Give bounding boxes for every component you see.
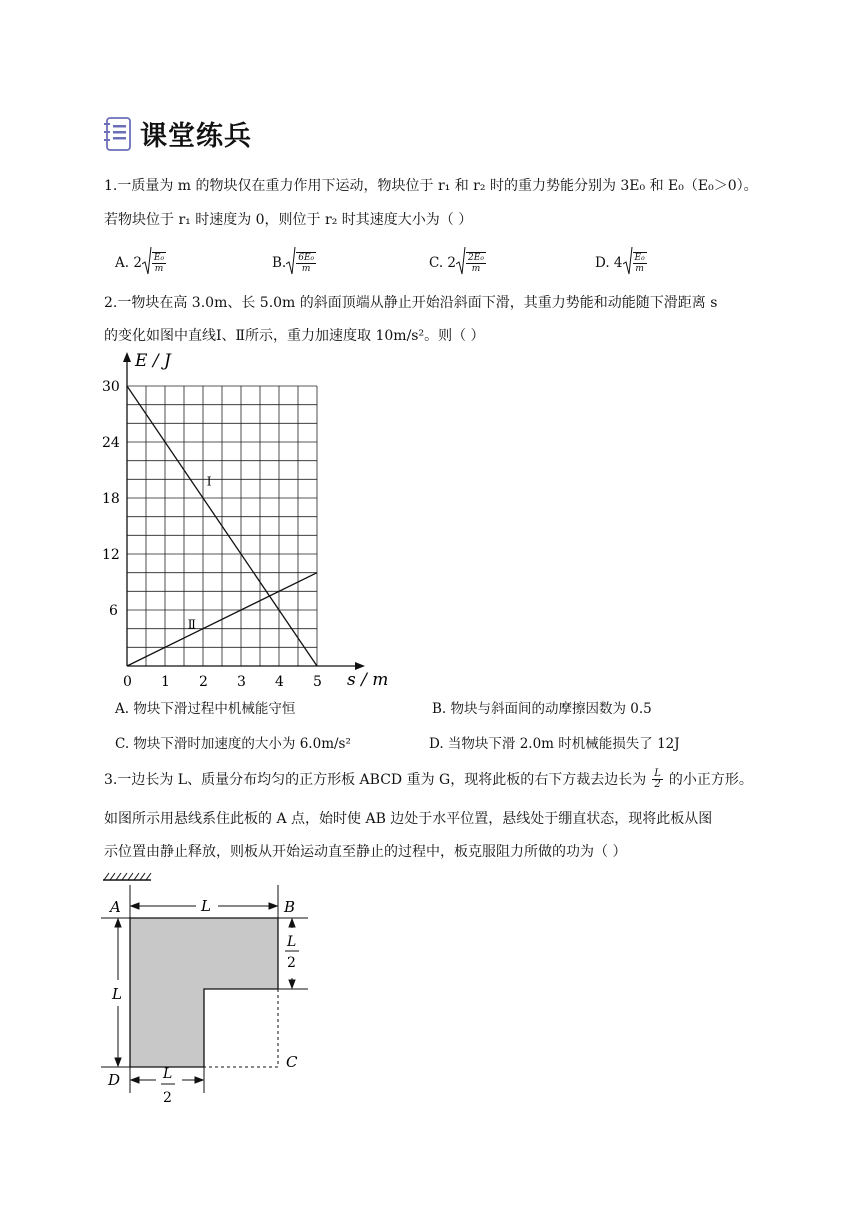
energy-chart bbox=[98, 346, 388, 696]
option-label: B. bbox=[272, 255, 287, 271]
x-tick-label: 2 bbox=[199, 674, 208, 690]
y-axis-arrow-icon bbox=[123, 352, 131, 362]
y-tick-label: 30 bbox=[102, 379, 120, 395]
x-axis-arrow-icon bbox=[355, 662, 365, 670]
right-frac-num: L bbox=[287, 934, 297, 950]
chart-labels bbox=[102, 351, 388, 690]
chart-axes bbox=[123, 352, 365, 670]
option-num: 6E₀ bbox=[298, 253, 315, 263]
point-c-label: C bbox=[286, 1053, 298, 1071]
y-axis-label: E / J bbox=[135, 351, 171, 371]
series-label-1: Ⅰ bbox=[206, 474, 212, 489]
top-length-label: L bbox=[201, 897, 211, 915]
ceiling-hatch-icon bbox=[103, 873, 151, 880]
option-label: A. 2 bbox=[115, 255, 142, 271]
point-b-label: B bbox=[284, 898, 296, 916]
q2-option-c[interactable]: C. 物块下滑时加速度的大小为 6.0m/s² bbox=[115, 736, 351, 752]
q1-line2: 若物块位于 r₁ 时速度为 0，则位于 r₂ 时其速度大小为（ ） bbox=[104, 212, 473, 228]
option-den: m bbox=[301, 264, 311, 274]
left-length-label: L bbox=[112, 985, 122, 1003]
point-d-label: D bbox=[108, 1071, 121, 1089]
option-num: E₀ bbox=[153, 253, 165, 263]
bottom-frac-num: L bbox=[163, 1066, 173, 1082]
q3-line1-tail: 的小正方形。 bbox=[668, 771, 753, 788]
y-tick-label: 18 bbox=[102, 491, 120, 507]
sqrt-icon bbox=[456, 246, 466, 280]
option-den: m bbox=[635, 264, 644, 274]
q1-option-d[interactable] bbox=[595, 246, 647, 280]
q1-option-c[interactable] bbox=[429, 246, 486, 280]
q2-line2: 的变化如图中直线Ⅰ、Ⅱ所示，重力加速度取 10m/s²。则（ ） bbox=[104, 328, 485, 344]
q1-option-a[interactable] bbox=[115, 246, 166, 280]
q2-option-d[interactable]: D. 当物块下滑 2.0m 时机械能损失了 12J bbox=[429, 736, 680, 752]
x-tick-label: 4 bbox=[275, 674, 284, 690]
y-tick-label: 24 bbox=[102, 435, 120, 451]
option-den: m bbox=[471, 264, 481, 274]
q2-line1: 2.一物块在高 3.0m、长 5.0m 的斜面顶端从静止开始沿斜面下滑，其重力势能和动能随下滑距离 s bbox=[104, 295, 718, 311]
x-tick-label: 3 bbox=[237, 674, 246, 690]
q1-line1: 1.一质量为 m 的物块仅在重力作用下运动，物块位于 r₁ 和 r₂ 时的重力势能分别为 3E₀ 和 E₀（E₀＞0）。 bbox=[104, 178, 758, 194]
q3-line1 bbox=[104, 769, 753, 790]
notebook-icon bbox=[103, 116, 133, 152]
option-label: C. 2 bbox=[429, 255, 457, 271]
q3-line2: 如图所示用悬线系住此板的 A 点，始时使 AB 边处于水平位置，悬线处于绷直状态，现将此板从图 bbox=[104, 811, 713, 827]
y-tick-label: 6 bbox=[109, 603, 118, 619]
section-title: 课堂练兵 bbox=[140, 121, 252, 152]
series-label-2: Ⅱ bbox=[187, 617, 196, 632]
option-num: 2E₀ bbox=[468, 253, 484, 263]
q1-option-b[interactable] bbox=[272, 246, 316, 280]
cutout-outline bbox=[204, 989, 278, 1067]
plate-figure bbox=[98, 868, 318, 1113]
sqrt-icon bbox=[623, 246, 633, 280]
sqrt-icon bbox=[286, 246, 296, 280]
x-tick-label: 0 bbox=[123, 674, 132, 690]
right-frac-den: 2 bbox=[287, 955, 296, 971]
q3-frac-den: 2 bbox=[654, 779, 661, 790]
x-axis-label: s / m bbox=[347, 670, 388, 690]
q3-frac-num: L bbox=[654, 768, 661, 779]
option-den: m bbox=[154, 264, 164, 274]
point-a-label: A bbox=[110, 898, 121, 916]
option-num: E₀ bbox=[634, 253, 645, 263]
q3-line3: 示位置由静止释放，则板从开始运动直至静止的过程中，板克服阻力所做的功为（ ） bbox=[104, 844, 627, 860]
q3-line1-text: 3.一边长为 L、质量分布均匀的正方形板 ABCD 重为 G，现将此板的右下方裁去边长为 bbox=[104, 771, 647, 788]
q2-option-a[interactable]: A. 物块下滑过程中机械能守恒 bbox=[115, 701, 296, 717]
option-label: D. 4 bbox=[595, 255, 623, 271]
y-tick-label: 12 bbox=[102, 547, 120, 563]
sqrt-icon bbox=[142, 246, 152, 280]
q2-option-b[interactable]: B. 物块与斜面间的动摩擦因数为 0.5 bbox=[432, 701, 652, 717]
l-shaped-plate bbox=[130, 918, 278, 1067]
x-tick-label: 5 bbox=[313, 674, 322, 690]
bottom-frac-den: 2 bbox=[163, 1090, 172, 1106]
x-tick-label: 1 bbox=[161, 674, 170, 690]
